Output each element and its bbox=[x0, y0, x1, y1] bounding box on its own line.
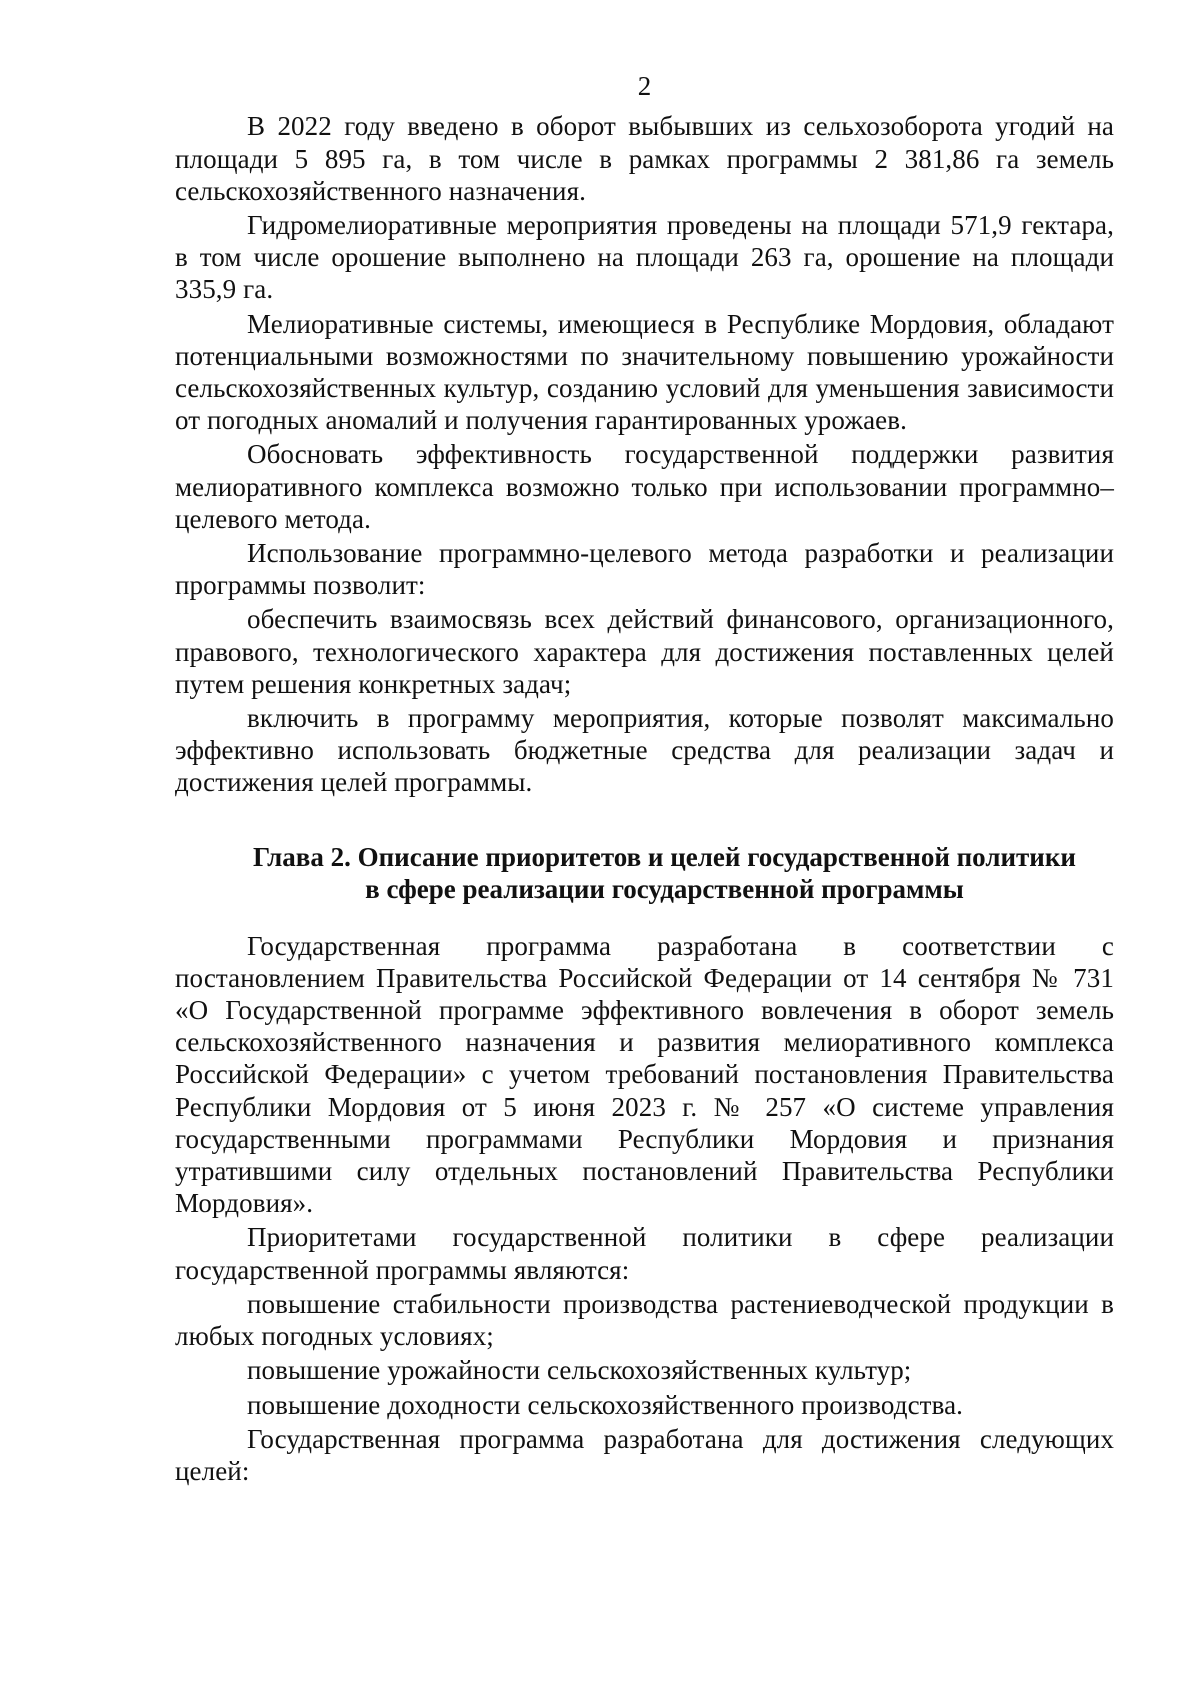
paragraph-priority-yield: повышение урожайности сельскохозяйственных культур; bbox=[247, 1355, 912, 1386]
paragraph-list-item-interconnection: обеспечить взаимосвязь всех действий финансового, организационного, правового, технологического характера для достижения поставленных целей путем решения конкретных задач; bbox=[175, 604, 1114, 699]
chapter-heading-line-1: Глава 2. Описание приоритетов и целей государственной политики bbox=[253, 841, 1076, 872]
paragraph-hydromelioration: Гидромелиоративные мероприятия проведены на площади 571,9 гектара, в том числе орошение выполнено на площади 263 га, орошение на площади 335,9 га. bbox=[175, 210, 1114, 305]
paragraph-priority-stability: повышение стабильности производства растениеводческой продукции в любых погодных условиях; bbox=[175, 1288, 1114, 1352]
paragraph-priority-profitability: повышение доходности сельскохозяйственного производства. bbox=[247, 1389, 963, 1420]
paragraph-goals: Государственная программа разработана для достижения следующих целей: bbox=[175, 1423, 1114, 1486]
chapter-heading bbox=[175, 841, 1114, 906]
paragraph-program-method: Использование программно-целевого метода разработки и реализации программы позволит: bbox=[175, 538, 1114, 601]
paragraph-melioration-systems: Мелиоративные системы, имеющиеся в Республике Мордовия, обладают потенциальными возможностями по значительному повышению урожайности сельскохозяйственных культур, созданию условий для уменьшения зависимости от погодных аномалий и получения гарантированных урожаев. bbox=[175, 308, 1114, 436]
paragraph-reclaimed-land: В 2022 году введено в оборот выбывших из сельхозоборота угодий на площади 5 895 га, в том числе в рамках программы 2 381,86 га земель сельскохозяйственного назначения. bbox=[175, 111, 1114, 206]
paragraph-list-item-budget: включить в программу мероприятия, которые позволят максимально эффективно использовать бюджетные средства для реализации задач и достижения целей программы. bbox=[175, 703, 1114, 798]
paragraph-state-support: Обосновать эффективность государственной поддержки развития мелиоративного комплекса возможно только при использовании программно–целевого метода. bbox=[175, 439, 1114, 534]
page-number: 2 bbox=[637, 71, 652, 101]
document-page bbox=[175, 70, 1114, 1489]
paragraph-priorities: Приоритетами государственной политики в сфере реализации государственной программы являются: bbox=[175, 1222, 1114, 1285]
paragraph-program-basis: Государственная программа разработана в соответствии с постановлением Правительства Российской Федерации от 14 сентября № 731 «О Государственной программе эффективного вовлечения в оборот земель сельскохозяйственного назначения и развития мелиоративного комплекса Российской Федерации» с учетом требований постановления Правительства Республики Мордовия от 5 июня 2023 г. № 257 «О системе управления государственными программами Республики Мордовия и признания утратившими силу отдельных постановлений Правительства Республики Мордовия». bbox=[175, 930, 1114, 1219]
chapter-heading-line-2: в сфере реализации государственной программы bbox=[365, 874, 964, 905]
